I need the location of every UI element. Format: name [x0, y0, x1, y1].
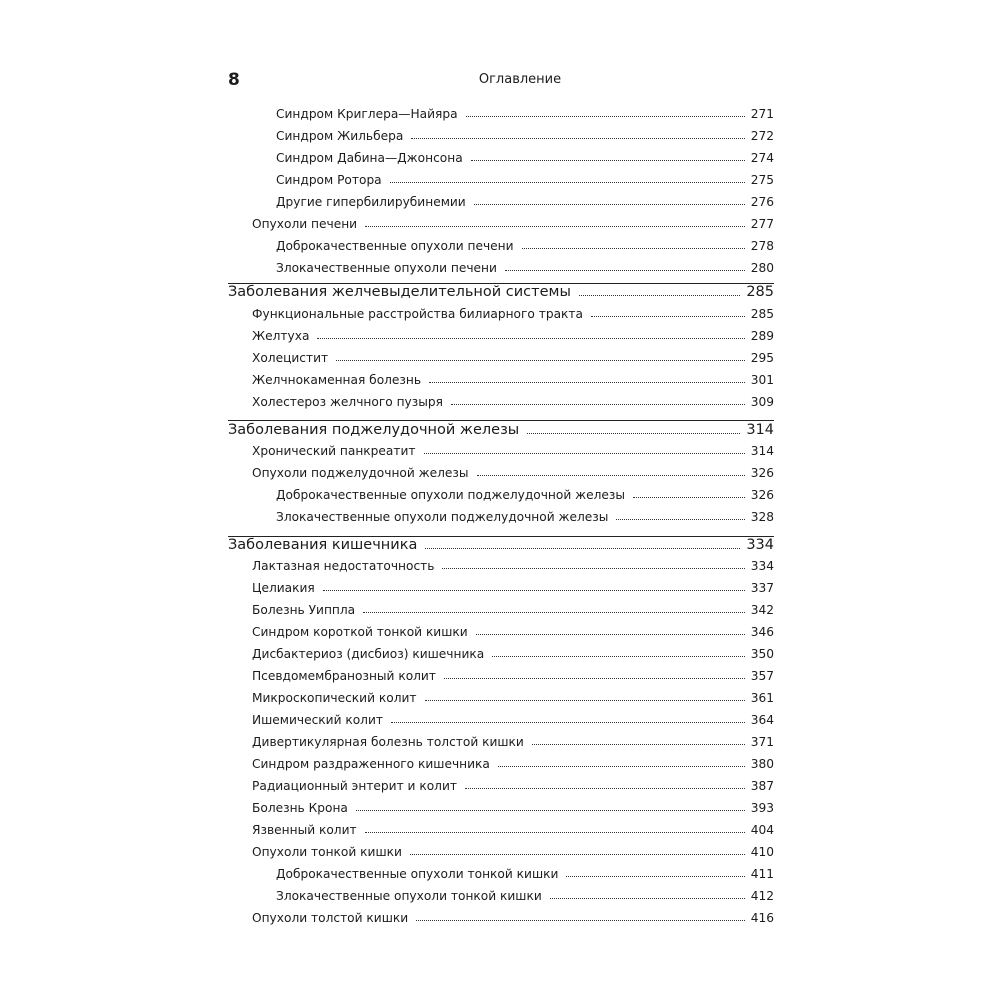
dot-leader — [550, 896, 745, 899]
toc-entry-title: Синдром Криглера—Найяра — [276, 107, 458, 121]
toc-entry-page: 361 — [750, 691, 774, 705]
toc-entry-title: Желчнокаменная болезнь — [252, 373, 422, 387]
dot-leader — [532, 742, 745, 745]
dot-leader — [466, 114, 745, 117]
page-number: 8 — [228, 70, 240, 90]
dot-leader — [474, 202, 745, 205]
toc-entry-page: 334 — [750, 559, 774, 573]
toc-entry-title: Радиационный энтерит и колит — [252, 779, 457, 793]
toc-entry-title: Синдром раздраженного кишечника — [252, 757, 490, 771]
toc-entry — [252, 444, 774, 458]
toc-entry-title: Дивертикулярная болезнь толстой кишки — [252, 735, 524, 749]
toc-entry — [276, 195, 774, 209]
toc-entry — [252, 395, 774, 409]
toc-entry-title: Синдром Дабина—Джонсона — [276, 151, 463, 165]
toc-section-heading — [228, 284, 774, 300]
toc-entry-title: Лактазная недостаточность — [252, 559, 435, 573]
toc-entry-page: 328 — [750, 510, 774, 524]
toc-entry-title: Опухоли печени — [252, 217, 358, 231]
dot-leader — [363, 610, 745, 613]
toc-entry-title: Злокачественные опухоли тонкой кишки — [276, 889, 542, 903]
toc-entry-title: Целиакия — [252, 581, 315, 595]
toc-entry-page: 337 — [750, 581, 774, 595]
dot-leader — [476, 632, 745, 635]
toc-entry — [276, 173, 774, 187]
dot-leader — [527, 431, 740, 434]
toc-entry — [276, 488, 774, 502]
toc-entry-title: Другие гипербилирубинемии — [276, 195, 466, 209]
toc-entry — [252, 845, 774, 859]
toc-entry-title: Злокачественные опухоли поджелудочной железы — [276, 510, 609, 524]
toc-entry — [276, 129, 774, 143]
toc-entry — [252, 691, 774, 705]
dot-leader — [616, 517, 744, 520]
toc-entry-page: 411 — [750, 867, 774, 881]
toc-entry-page: 412 — [750, 889, 774, 903]
toc-entry-page: 393 — [750, 801, 774, 815]
toc-entry — [252, 713, 774, 727]
toc-entry-title: Заболевания желчевыделительной системы — [228, 284, 571, 300]
toc-section-heading — [228, 422, 774, 438]
toc-entry — [252, 625, 774, 639]
toc-entry-title: Злокачественные опухоли печени — [276, 261, 497, 275]
dot-leader — [356, 808, 745, 811]
toc-entry-title: Псевдомембранозный колит — [252, 669, 436, 683]
toc-entry-page: 410 — [750, 845, 774, 859]
toc-entry-title: Микроскопический колит — [252, 691, 417, 705]
toc-entry-title: Доброкачественные опухоли печени — [276, 239, 514, 253]
toc-entry-title: Заболевания кишечника — [228, 537, 418, 553]
dot-leader — [317, 336, 744, 339]
toc-entry-title: Холестероз желчного пузыря — [252, 395, 443, 409]
toc-entry-page: 277 — [750, 217, 774, 231]
dot-leader — [444, 676, 745, 679]
toc-entry — [252, 466, 774, 480]
dot-leader — [425, 546, 740, 549]
toc-entry — [276, 151, 774, 165]
toc-entry-page: 416 — [750, 911, 774, 925]
toc-entry-title: Синдром Жильбера — [276, 129, 404, 143]
dot-leader — [425, 698, 745, 701]
dot-leader — [416, 918, 745, 921]
toc-entry — [252, 217, 774, 231]
toc-entry-title: Заболевания поджелудочной железы — [228, 422, 520, 438]
dot-leader — [591, 314, 745, 317]
dot-leader — [492, 654, 745, 657]
toc-entry — [276, 107, 774, 121]
dot-leader — [522, 246, 745, 249]
dot-leader — [391, 720, 745, 723]
toc-entry-page: 276 — [750, 195, 774, 209]
toc-entry-title: Доброкачественные опухоли поджелудочной железы — [276, 488, 626, 502]
toc-entry-title: Синдром короткой тонкой кишки — [252, 625, 468, 639]
dot-leader — [390, 180, 745, 183]
dot-leader — [442, 566, 744, 569]
toc-entry-page: 314 — [746, 422, 774, 438]
dot-leader — [336, 358, 745, 361]
toc-entry-title: Доброкачественные опухоли тонкой кишки — [276, 867, 559, 881]
toc-entry — [252, 307, 774, 321]
dot-leader — [365, 830, 745, 833]
toc-entry — [252, 581, 774, 595]
dot-leader — [498, 764, 745, 767]
toc-entry-page: 371 — [750, 735, 774, 749]
toc-entry-page: 301 — [750, 373, 774, 387]
toc-entry-title: Болезнь Уиппла — [252, 603, 356, 617]
toc-entry — [276, 510, 774, 524]
toc-entry-title: Болезнь Крона — [252, 801, 348, 815]
toc-entry-title: Опухоли поджелудочной железы — [252, 466, 469, 480]
toc-entry-title: Язвенный колит — [252, 823, 357, 837]
toc-entry — [252, 373, 774, 387]
toc-entry-page: 272 — [750, 129, 774, 143]
toc-entry-page: 274 — [750, 151, 774, 165]
toc-entry-page: 404 — [750, 823, 774, 837]
dot-leader — [505, 268, 745, 271]
toc-entry — [276, 261, 774, 275]
toc-entry-page: 285 — [746, 284, 774, 300]
dot-leader — [465, 786, 745, 789]
dot-leader — [566, 874, 744, 877]
toc-entry-page: 275 — [750, 173, 774, 187]
toc-entry-title: Ишемический колит — [252, 713, 383, 727]
toc-entry-title: Опухоли толстой кишки — [252, 911, 409, 925]
toc-entry — [252, 779, 774, 793]
toc-entry-title: Синдром Ротора — [276, 173, 382, 187]
toc-entry — [252, 801, 774, 815]
dot-leader — [429, 380, 745, 383]
toc-entry-page: 289 — [750, 329, 774, 343]
toc-entry — [252, 647, 774, 661]
dot-leader — [477, 473, 745, 476]
toc-entry — [276, 889, 774, 903]
dot-leader — [451, 402, 745, 405]
toc-entry-page: 364 — [750, 713, 774, 727]
dot-leader — [633, 495, 745, 498]
toc-entry-page: 271 — [750, 107, 774, 121]
toc-entry — [252, 329, 774, 343]
toc-entry-page: 295 — [750, 351, 774, 365]
toc-entry — [276, 867, 774, 881]
dot-leader — [323, 588, 745, 591]
toc-section-heading — [228, 537, 774, 553]
toc-entry — [252, 735, 774, 749]
toc-entry-page: 357 — [750, 669, 774, 683]
toc-entry-page: 326 — [750, 466, 774, 480]
toc-entry-title: Опухоли тонкой кишки — [252, 845, 402, 859]
toc-entry-page: 380 — [750, 757, 774, 771]
dot-leader — [471, 158, 745, 161]
toc-entry-title: Дисбактериоз (дисбиоз) кишечника — [252, 647, 485, 661]
section-rule — [228, 420, 774, 421]
toc-entry — [252, 823, 774, 837]
toc-entry-title: Хронический панкреатит — [252, 444, 416, 458]
toc-entry-title: Функциональные расстройства билиарного тракта — [252, 307, 583, 321]
dot-leader — [579, 293, 740, 296]
toc-entry — [252, 559, 774, 573]
toc-entry-page: 334 — [746, 537, 774, 553]
toc-entry-page: 278 — [750, 239, 774, 253]
dot-leader — [411, 136, 744, 139]
toc-entry-page: 350 — [750, 647, 774, 661]
toc-entry — [252, 351, 774, 365]
toc-entry-page: 346 — [750, 625, 774, 639]
toc-entry-page: 285 — [750, 307, 774, 321]
dot-leader — [424, 451, 745, 454]
dot-leader — [365, 224, 745, 227]
running-head: Оглавление — [478, 72, 562, 87]
toc-entry — [252, 757, 774, 771]
toc-entry — [252, 911, 774, 925]
toc-entry-title: Холецистит — [252, 351, 329, 365]
toc-entry-page: 309 — [750, 395, 774, 409]
toc-entry-page: 342 — [750, 603, 774, 617]
toc-entry — [252, 669, 774, 683]
toc-entry-page: 314 — [750, 444, 774, 458]
toc-entry — [252, 603, 774, 617]
toc-entry-title: Желтуха — [252, 329, 310, 343]
toc-entry-page: 387 — [750, 779, 774, 793]
toc-entry-page: 280 — [750, 261, 774, 275]
dot-leader — [410, 852, 745, 855]
toc-entry-page: 326 — [750, 488, 774, 502]
toc-entry — [276, 239, 774, 253]
